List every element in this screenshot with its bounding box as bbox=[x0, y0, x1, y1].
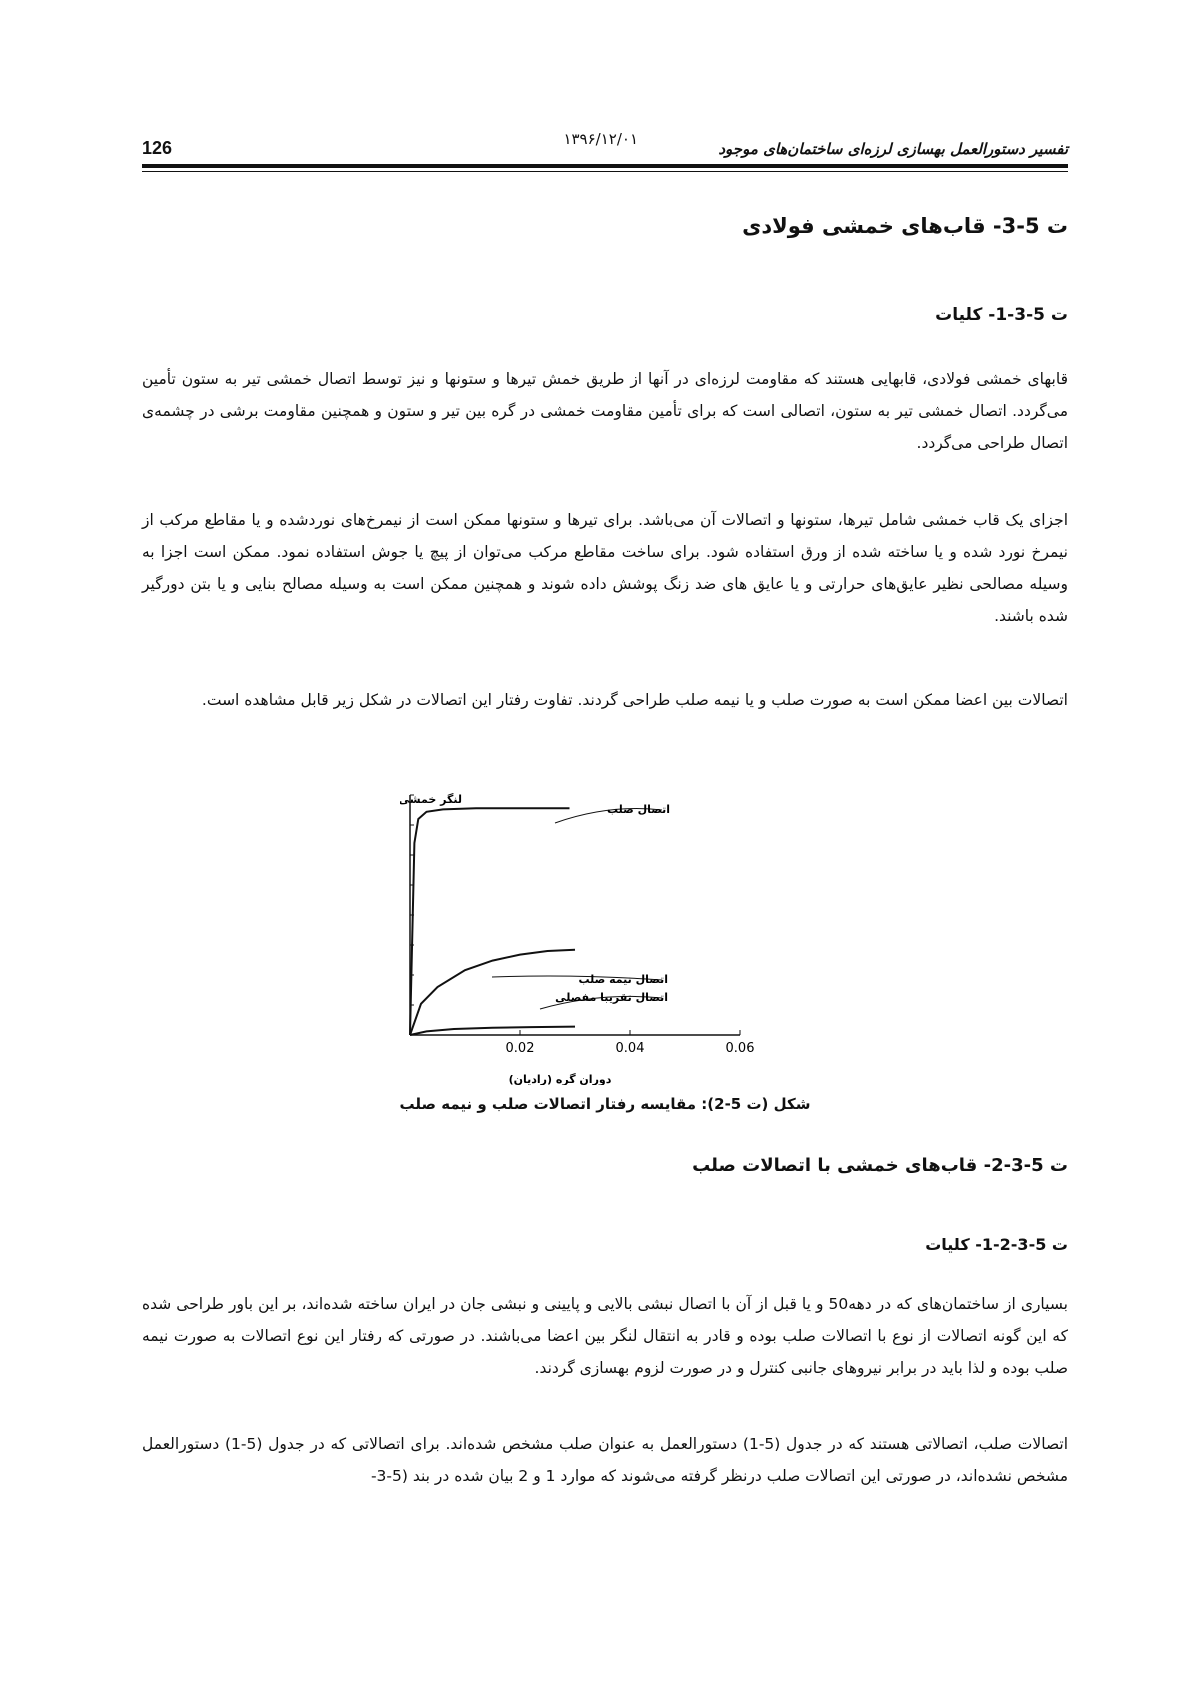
x-tick-label: 0.02 bbox=[505, 1041, 535, 1056]
section-heading-2: ت 5-3-2- قاب‌های خمشی با اتصالات صلب bbox=[692, 1155, 1068, 1176]
paragraph-2: اجزای یک قاب خمشی شامل تیرها، ستونها و اتصالات آن می‌باشد. برای تیرها و ستونها ممکن است از نیمرخ‌های نوردشده و یا مقاطع مرکب از نیمرخ نورد شده و یا ساخته شده از ورق استفاده شود. برای ساخت مقاطع مرکب می‌توان از پیچ یا جوش استفاده نمود. ممکن است اجزا به وسیله مصالحی نظیر عایق‌های حرارتی و یا عایق های ضد زنگ پوشش داده شوند و همچنین ممکن است به وسیله مصالح بنایی و یا بتن دورگیر شده باشند. bbox=[142, 511, 1068, 625]
series-label: اتصال نیمه صلب bbox=[578, 973, 668, 986]
section-heading: ت 5-3- قاب‌های خمشی فولادی bbox=[742, 214, 1068, 238]
subsection-heading: ت 5-3-1- کلیات bbox=[935, 305, 1068, 325]
paragraph-5: اتصالات صلب، اتصالاتی هستند که در جدول (5-1) دستورالعمل به عنوان صلب مشخص شده‌اند. برای اتصالاتی که در جدول (5-1) دستورالعمل مشخص نشده‌اند، در صورتی این اتصالات صلب درنظر گرفته می‌شوند که موارد 1 و 2 بیان شده در بند (5-3- bbox=[142, 1435, 1069, 1485]
header-title: تفسیر دستورالعمل بهسازی لرزه‌ای ساختمان‌های موجود bbox=[718, 140, 1068, 158]
x-tick-label: 0.04 bbox=[615, 1041, 645, 1056]
paragraph-4: بسیاری از ساختمان‌های که در دهه50 و یا قبل از آن با اتصال نبشی بالایی و پایینی و نبشی جان در ایران ساخته شده‌اند، بر این باور طراحی شده که این گونه اتصالات از نوع با اتصالات صلب بوده و قادر به انتقال لنگر بین اعضا می‌باشند. در صورتی که رفتار این نوع اتصالات به صورت نیمه صلب بوده و لذا باید در برابر نیروهای جانبی کنترل و در صورت لزوم بهسازی گردند. bbox=[142, 1295, 1068, 1377]
header-rule-thin bbox=[142, 171, 1068, 172]
chart-ticks bbox=[506, 1030, 755, 1056]
x-tick-label: 0.06 bbox=[725, 1041, 755, 1056]
moment-rotation-figure bbox=[400, 785, 820, 1085]
paragraph-1: قابهای خمشی فولادی، قابهایی هستند که مقاومت لرزه‌ای در آنها از طریق خمش تیرها و ستونها و نیز توسط اتصال خمشی تیر به ستون تأمین می‌گردد. اتصال خمشی تیر به ستون، اتصالی است که برای تأمین مقاومت خمشی در گره بین تیر و ستون و همچنین مقاومت برشی در چشمه‌ی اتصال طراحی می‌گردد. bbox=[142, 370, 1068, 452]
moment-rotation-chart bbox=[400, 785, 820, 1085]
paragraph-3: اتصالات بین اعضا ممکن است به صورت صلب و یا نیمه صلب طراحی گردند. تفاوت رفتار این اتصالات در شکل زیر قابل مشاهده است. bbox=[201, 691, 1068, 709]
header-rule bbox=[142, 164, 1068, 168]
series-line bbox=[410, 808, 570, 1035]
series-label: اتصال تقریبا مفصلی bbox=[555, 991, 668, 1004]
figure-caption: شکل (ت 5-2): مقایسه رفتار اتصالات صلب و نیمه صلب bbox=[399, 1095, 811, 1113]
series-line bbox=[410, 950, 575, 1035]
header-date: ۱۳۹۶/۱۲/۰۱ bbox=[563, 130, 638, 148]
page-number: 126 bbox=[142, 138, 173, 158]
series-line bbox=[410, 1027, 575, 1035]
subsection-heading-2: ت 5-3-2-1- کلیات bbox=[925, 1235, 1068, 1254]
chart-series bbox=[410, 808, 575, 1035]
y-axis-label: لنگر خمشی bbox=[400, 793, 462, 806]
chart-series-labels bbox=[492, 803, 670, 1009]
x-axis-label: دوران گره (رادیان) bbox=[508, 1073, 612, 1085]
series-label: اتصال صلب bbox=[606, 803, 670, 816]
